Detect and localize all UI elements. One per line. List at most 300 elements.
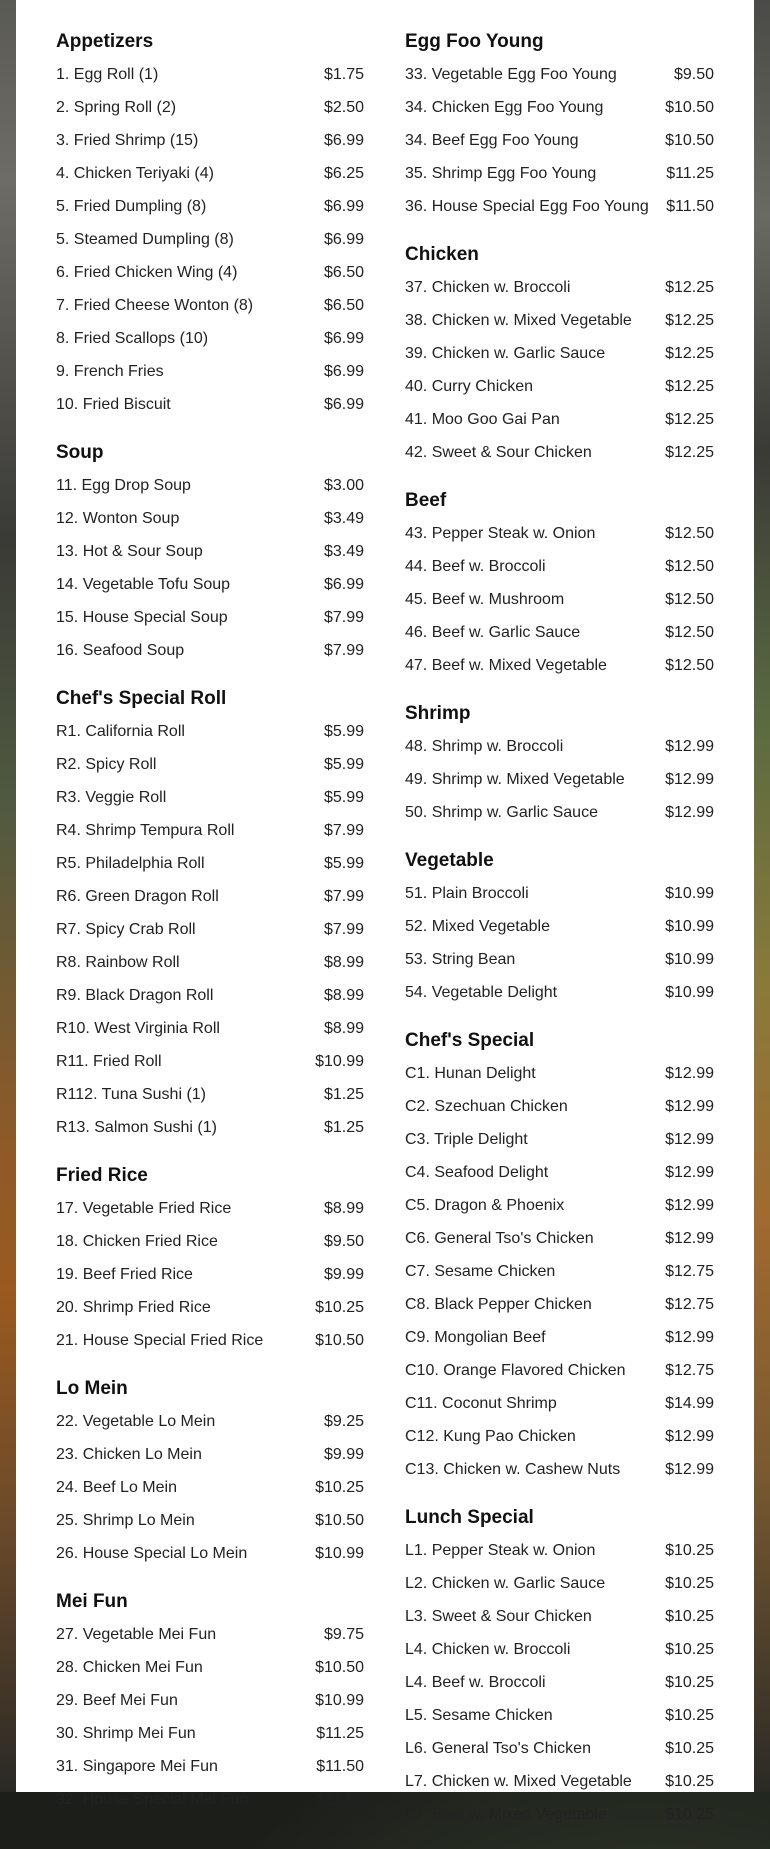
- menu-item-name: L3. Sweet & Sour Chicken: [405, 1607, 592, 1625]
- section-title: Appetizers: [56, 31, 154, 52]
- menu-item-price: $10.99: [315, 1691, 364, 1709]
- menu-item-name: L4. Beef w. Broccoli: [405, 1673, 546, 1691]
- menu-item[interactable]: [56, 568, 364, 601]
- menu-item-name: 8. Fried Scallops (10): [56, 329, 209, 347]
- menu-item[interactable]: [56, 1291, 364, 1324]
- menu-item-price: $5.99: [323, 788, 364, 806]
- menu-item[interactable]: [56, 634, 364, 667]
- menu-item-price: $6.99: [323, 329, 364, 347]
- background-photo-right: [754, 0, 770, 1792]
- menu-item[interactable]: [56, 1225, 364, 1258]
- menu-section: [56, 439, 364, 667]
- menu-item-name: 40. Curry Chicken: [405, 377, 534, 395]
- menu-item-price: $10.99: [315, 1052, 364, 1070]
- menu-item-name: L5. Sesame Chicken: [405, 1706, 553, 1724]
- menu-item-name: 53. String Bean: [405, 950, 516, 968]
- menu-item-name: 17. Vegetable Fried Rice: [56, 1199, 232, 1217]
- menu-item-price: $5.99: [323, 854, 364, 872]
- menu-item-name: 13. Hot & Sour Soup: [56, 542, 203, 560]
- menu-item-price: $1.25: [323, 1118, 364, 1136]
- menu-item-price: $12.25: [665, 377, 714, 395]
- menu-item-name: 43. Pepper Steak w. Onion: [405, 524, 596, 542]
- menu-section: [56, 685, 364, 1144]
- menu-section: [405, 241, 714, 469]
- menu-item[interactable]: [405, 124, 714, 157]
- menu-item[interactable]: [405, 436, 714, 469]
- menu-section: [56, 1375, 364, 1570]
- menu-item[interactable]: [405, 877, 714, 910]
- menu-item[interactable]: [56, 1111, 364, 1144]
- menu-item-price: $12.25: [665, 278, 714, 296]
- menu-item-price: $7.99: [323, 641, 364, 659]
- menu-item-name: 15. House Special Soup: [56, 608, 228, 626]
- menu-item-price: $9.99: [323, 1265, 364, 1283]
- menu-item-name: 36. House Special Egg Foo Young: [405, 197, 649, 215]
- menu-item[interactable]: [56, 847, 364, 880]
- menu-item-name: 33. Vegetable Egg Foo Young: [405, 65, 617, 83]
- menu-item[interactable]: [56, 913, 364, 946]
- menu-item-price: $1.25: [323, 1085, 364, 1103]
- section-title: Egg Foo Young: [405, 31, 544, 52]
- section-title: Vegetable: [405, 850, 494, 871]
- menu-item-price: $14.99: [665, 1394, 714, 1412]
- menu-item-name: 4. Chicken Teriyaki (4): [56, 164, 214, 182]
- menu-item-name: 41. Moo Goo Gai Pan: [405, 410, 560, 428]
- menu-item-name: 21. House Special Fried Rice: [56, 1331, 264, 1349]
- menu-item-name: C10. Orange Flavored Chicken: [405, 1361, 626, 1379]
- menu-item[interactable]: [405, 763, 714, 796]
- section-title: Mei Fun: [56, 1591, 128, 1612]
- section-title: Beef: [405, 490, 447, 511]
- menu-item-name: 25. Shrimp Lo Mein: [56, 1511, 195, 1529]
- menu-item-price: $10.25: [665, 1673, 714, 1691]
- menu-item-price: $8.99: [323, 1019, 364, 1037]
- section-title: Fried Rice: [56, 1165, 148, 1186]
- menu-item-price: $6.99: [323, 395, 364, 413]
- menu-item[interactable]: [56, 1471, 364, 1504]
- menu-item[interactable]: [56, 1405, 364, 1438]
- menu-item-name: 7. Fried Cheese Wonton (8): [56, 296, 254, 314]
- menu-item-name: C7. Sesame Chicken: [405, 1262, 556, 1280]
- menu-item-price: $10.25: [665, 1607, 714, 1625]
- menu-item-price: $8.99: [323, 953, 364, 971]
- menu-item-name: 54. Vegetable Delight: [405, 983, 558, 1001]
- menu-item-name: L6. General Tso's Chicken: [405, 1739, 591, 1757]
- menu-item[interactable]: [405, 1222, 714, 1255]
- menu-item-price: $12.99: [665, 1328, 714, 1346]
- menu-item-name: 46. Beef w. Garlic Sauce: [405, 623, 581, 641]
- menu-item-name: 12. Wonton Soup: [56, 509, 180, 527]
- menu-item[interactable]: [405, 976, 714, 1009]
- menu-item[interactable]: [405, 517, 714, 550]
- menu-item[interactable]: [56, 469, 364, 502]
- menu-item-name: C4. Seafood Delight: [405, 1163, 549, 1181]
- menu-item-price: $11.25: [316, 1724, 364, 1742]
- menu-item[interactable]: [405, 649, 714, 682]
- menu-item-name: 6. Fried Chicken Wing (4): [56, 263, 238, 281]
- menu-item-name: 1. Egg Roll (1): [56, 65, 159, 83]
- menu-item-name: 5. Steamed Dumpling (8): [56, 230, 234, 248]
- menu-item[interactable]: [405, 796, 714, 829]
- menu-item[interactable]: [405, 1633, 714, 1666]
- menu-item[interactable]: [56, 190, 364, 223]
- menu-item-price: $7.99: [323, 887, 364, 905]
- menu-item-name: 24. Beef Lo Mein: [56, 1478, 177, 1496]
- menu-item-name: C5. Dragon & Phoenix: [405, 1196, 565, 1214]
- menu-item-name: 28. Chicken Mei Fun: [56, 1658, 203, 1676]
- menu-item[interactable]: [56, 1783, 364, 1816]
- menu-item-name: 9. French Fries: [56, 362, 164, 380]
- menu-item[interactable]: [56, 91, 364, 124]
- menu-item[interactable]: [56, 748, 364, 781]
- menu-item-name: 32. House Special Mei Fun: [56, 1790, 249, 1808]
- menu-item-price: $7.99: [323, 608, 364, 626]
- menu-item-price: $12.50: [665, 524, 714, 542]
- menu-item[interactable]: [405, 190, 714, 223]
- menu-item-name: 50. Shrimp w. Garlic Sauce: [405, 803, 598, 821]
- menu-item-name: C8. Black Pepper Chicken: [405, 1295, 592, 1313]
- menu-section: [405, 700, 714, 829]
- menu-item[interactable]: [56, 946, 364, 979]
- menu-item[interactable]: [405, 1666, 714, 1699]
- menu-item-name: C12. Kung Pao Chicken: [405, 1427, 576, 1445]
- menu-item-price: $12.75: [665, 1262, 714, 1280]
- menu-item-price: $10.50: [665, 98, 714, 116]
- menu-column-left: [56, 28, 364, 1834]
- menu-item[interactable]: [56, 1192, 364, 1225]
- menu-item[interactable]: [56, 1684, 364, 1717]
- menu-item-name: 42. Sweet & Sour Chicken: [405, 443, 592, 461]
- menu-item-price: $3.49: [323, 542, 364, 560]
- menu-item-price: $10.25: [315, 1298, 364, 1316]
- menu-item[interactable]: [56, 715, 364, 748]
- menu-item-name: C9. Mongolian Beef: [405, 1328, 546, 1346]
- menu-item-price: $12.99: [665, 1229, 714, 1247]
- menu-item[interactable]: [405, 370, 714, 403]
- section-title: Soup: [56, 442, 104, 463]
- menu-item[interactable]: [56, 1537, 364, 1570]
- menu-item[interactable]: [405, 1255, 714, 1288]
- menu-section: [56, 1162, 364, 1357]
- menu-item[interactable]: [56, 124, 364, 157]
- menu-item-price: $12.50: [665, 590, 714, 608]
- menu-item[interactable]: [56, 601, 364, 634]
- menu-item[interactable]: [405, 616, 714, 649]
- menu-item[interactable]: [405, 1765, 714, 1798]
- menu-item-name: C3. Triple Delight: [405, 1130, 528, 1148]
- menu-item-name: 49. Shrimp w. Mixed Vegetable: [405, 770, 625, 788]
- menu-item-price: $3.00: [323, 476, 364, 494]
- menu-item-name: 44. Beef w. Broccoli: [405, 557, 546, 575]
- menu-item-price: $6.50: [323, 263, 364, 281]
- menu-item-name: C11. Coconut Shrimp: [405, 1394, 557, 1412]
- menu-item[interactable]: [405, 337, 714, 370]
- menu-card: [16, 0, 754, 1823]
- menu-item-price: $12.99: [665, 1097, 714, 1115]
- menu-item[interactable]: [405, 1321, 714, 1354]
- menu-item-price: $2.50: [323, 98, 364, 116]
- menu-item-price: $9.50: [323, 1232, 364, 1250]
- menu-item-name: C13. Chicken w. Cashew Nuts: [405, 1460, 621, 1478]
- menu-item[interactable]: [405, 304, 714, 337]
- menu-item-price: $10.25: [665, 1706, 714, 1724]
- menu-item-price: $11.25: [666, 164, 714, 182]
- menu-item-price: $10.25: [665, 1772, 714, 1790]
- menu-item[interactable]: [56, 979, 364, 1012]
- menu-item-price: $12.99: [665, 1460, 714, 1478]
- menu-item-name: 2. Spring Roll (2): [56, 98, 177, 116]
- menu-item[interactable]: [405, 583, 714, 616]
- menu-item[interactable]: [56, 502, 364, 535]
- menu-item-name: 34. Chicken Egg Foo Young: [405, 98, 604, 116]
- menu-section: [405, 1504, 714, 1831]
- menu-item-price: $8.99: [323, 986, 364, 1004]
- menu-item[interactable]: [56, 880, 364, 913]
- menu-item-price: $12.99: [665, 1130, 714, 1148]
- menu-item[interactable]: [405, 157, 714, 190]
- menu-item-name: 11. Egg Drop Soup: [56, 476, 191, 494]
- menu-item-price: $12.75: [665, 1361, 714, 1379]
- menu-item[interactable]: [56, 1012, 364, 1045]
- menu-item-price: $10.50: [315, 1331, 364, 1349]
- menu-item-name: 31. Singapore Mei Fun: [56, 1757, 218, 1775]
- section-title: Chicken: [405, 244, 479, 265]
- menu-item[interactable]: [405, 1732, 714, 1765]
- menu-item-price: $6.99: [323, 362, 364, 380]
- menu-item-name: 45. Beef w. Mushroom: [405, 590, 565, 608]
- menu-item-price: $10.50: [315, 1511, 364, 1529]
- menu-section: [405, 847, 714, 1009]
- menu-item[interactable]: [405, 1600, 714, 1633]
- menu-item-name: R4. Shrimp Tempura Roll: [56, 821, 235, 839]
- menu-item[interactable]: [56, 256, 364, 289]
- menu-item-price: $12.99: [665, 770, 714, 788]
- menu-item[interactable]: [405, 1534, 714, 1567]
- menu-section: [405, 487, 714, 682]
- menu-item-name: R9. Black Dragon Roll: [56, 986, 214, 1004]
- menu-item-name: R2. Spicy Roll: [56, 755, 157, 773]
- menu-item-price: $12.25: [665, 311, 714, 329]
- menu-item[interactable]: [56, 1717, 364, 1750]
- menu-section: [56, 28, 364, 421]
- menu-item-price: $5.99: [323, 755, 364, 773]
- menu-item-price: $10.25: [665, 1739, 714, 1757]
- menu-item-price: $10.99: [665, 983, 714, 1001]
- menu-item-price: $10.25: [665, 1541, 714, 1559]
- menu-item[interactable]: [56, 535, 364, 568]
- menu-item-price: $6.25: [323, 164, 364, 182]
- menu-item-price: $12.25: [665, 443, 714, 461]
- menu-item[interactable]: [56, 388, 364, 421]
- menu-item[interactable]: [56, 289, 364, 322]
- menu-item[interactable]: [405, 550, 714, 583]
- menu-item[interactable]: [56, 1045, 364, 1078]
- menu-item-price: $11.50: [316, 1757, 364, 1775]
- menu-item-name: R112. Tuna Sushi (1): [56, 1085, 207, 1103]
- menu-item-name: 29. Beef Mei Fun: [56, 1691, 178, 1709]
- menu-item-price: $10.99: [665, 950, 714, 968]
- menu-item-name: 52. Mixed Vegetable: [405, 917, 550, 935]
- menu-item-name: L7. Beef w. Mixed Vegetable: [405, 1805, 607, 1823]
- menu-item-name: 35. Shrimp Egg Foo Young: [405, 164, 597, 182]
- menu-item-name: C1. Hunan Delight: [405, 1064, 536, 1082]
- menu-item-price: $10.25: [315, 1478, 364, 1496]
- menu-section: [405, 28, 714, 223]
- menu-item-name: R1. California Roll: [56, 722, 185, 740]
- menu-item[interactable]: [405, 1420, 714, 1453]
- menu-item-name: 14. Vegetable Tofu Soup: [56, 575, 231, 593]
- menu-item[interactable]: [405, 271, 714, 304]
- menu-item-name: R11. Fried Roll: [56, 1052, 162, 1070]
- menu-item-price: $12.75: [665, 1295, 714, 1313]
- menu-item-price: $12.99: [665, 737, 714, 755]
- menu-item-price: $12.99: [665, 803, 714, 821]
- menu-item-name: C2. Szechuan Chicken: [405, 1097, 568, 1115]
- menu-item[interactable]: [405, 403, 714, 436]
- menu-item-price: $6.99: [323, 131, 364, 149]
- menu-item[interactable]: [56, 157, 364, 190]
- menu-item[interactable]: [56, 1651, 364, 1684]
- menu-item-price: $10.99: [665, 884, 714, 902]
- menu-item-price: $11.50: [666, 197, 714, 215]
- menu-item-name: L1. Pepper Steak w. Onion: [405, 1541, 596, 1559]
- section-title: Chef's Special Roll: [56, 688, 227, 709]
- menu-item-price: $12.25: [665, 344, 714, 362]
- menu-item-name: 30. Shrimp Mei Fun: [56, 1724, 196, 1742]
- menu-item-name: 38. Chicken w. Mixed Vegetable: [405, 311, 632, 329]
- menu-item-price: $12.50: [665, 656, 714, 674]
- menu-item[interactable]: [56, 355, 364, 388]
- menu-item-price: $12.99: [665, 1196, 714, 1214]
- menu-item-name: 37. Chicken w. Broccoli: [405, 278, 571, 296]
- menu-item[interactable]: [56, 1078, 364, 1111]
- menu-item-price: $5.99: [323, 722, 364, 740]
- menu-item-name: 3. Fried Shrimp (15): [56, 131, 199, 149]
- menu-item-price: $6.99: [323, 575, 364, 593]
- menu-item-name: 18. Chicken Fried Rice: [56, 1232, 218, 1250]
- menu-item-price: $12.50: [665, 557, 714, 575]
- menu-item-price: $9.75: [323, 1625, 364, 1643]
- menu-item-price: $10.50: [315, 1658, 364, 1676]
- section-title: Chef's Special: [405, 1030, 535, 1051]
- menu-column-right: [405, 28, 714, 1849]
- menu-item[interactable]: [405, 910, 714, 943]
- menu-item[interactable]: [405, 1189, 714, 1222]
- menu-item[interactable]: [405, 1567, 714, 1600]
- menu-item[interactable]: [405, 1798, 714, 1831]
- menu-item-name: R8. Rainbow Roll: [56, 953, 180, 971]
- menu-item[interactable]: [405, 1156, 714, 1189]
- menu-item[interactable]: [56, 1750, 364, 1783]
- menu-item[interactable]: [56, 781, 364, 814]
- menu-item[interactable]: [405, 1699, 714, 1732]
- menu-item-price: $12.99: [665, 1427, 714, 1445]
- menu-item-price: $12.99: [665, 1064, 714, 1082]
- menu-item[interactable]: [405, 1387, 714, 1420]
- menu-item-price: $10.25: [665, 1574, 714, 1592]
- menu-item-name: R6. Green Dragon Roll: [56, 887, 219, 905]
- menu-item-price: $12.25: [665, 410, 714, 428]
- menu-item-name: 51. Plain Broccoli: [405, 884, 529, 902]
- menu-item-price: $10.25: [665, 1805, 714, 1823]
- menu-item-price: $9.25: [323, 1412, 364, 1430]
- menu-section: [405, 1027, 714, 1486]
- menu-item-price: $9.50: [673, 65, 714, 83]
- menu-item[interactable]: [56, 1324, 364, 1357]
- background-photo-left: [0, 0, 16, 1792]
- menu-item[interactable]: [56, 1504, 364, 1537]
- menu-item-name: 23. Chicken Lo Mein: [56, 1445, 202, 1463]
- menu-item-price: $8.99: [323, 1199, 364, 1217]
- menu-item-name: C6. General Tso's Chicken: [405, 1229, 594, 1247]
- menu-item-name: R13. Salmon Sushi (1): [56, 1118, 217, 1136]
- menu-item-name: 47. Beef w. Mixed Vegetable: [405, 656, 607, 674]
- menu-item-name: 26. House Special Lo Mein: [56, 1544, 248, 1562]
- menu-item-price: $6.99: [323, 230, 364, 248]
- menu-item[interactable]: [56, 1618, 364, 1651]
- menu-item-price: $7.99: [323, 821, 364, 839]
- menu-item[interactable]: [56, 1438, 364, 1471]
- menu-item-price: $10.25: [665, 1640, 714, 1658]
- section-title: Shrimp: [405, 703, 471, 724]
- menu-item-price: $12.50: [665, 623, 714, 641]
- menu-item-name: 16. Seafood Soup: [56, 641, 185, 659]
- menu-item-price: $11.50: [316, 1790, 364, 1808]
- menu-item-name: 39. Chicken w. Garlic Sauce: [405, 344, 606, 362]
- menu-item-price: $10.99: [665, 917, 714, 935]
- menu-item[interactable]: [56, 58, 364, 91]
- menu-item[interactable]: [405, 1354, 714, 1387]
- menu-item[interactable]: [56, 322, 364, 355]
- menu-item[interactable]: [405, 1123, 714, 1156]
- menu-item[interactable]: [405, 58, 714, 91]
- menu-item[interactable]: [405, 1057, 714, 1090]
- menu-item[interactable]: [405, 91, 714, 124]
- menu-item-name: 19. Beef Fried Rice: [56, 1265, 193, 1283]
- menu-item-price: $1.75: [323, 65, 364, 83]
- menu-item[interactable]: [405, 1288, 714, 1321]
- menu-section: [56, 1588, 364, 1816]
- menu-item-name: L4. Chicken w. Broccoli: [405, 1640, 571, 1658]
- menu-item-name: R5. Philadelphia Roll: [56, 854, 205, 872]
- menu-item-name: R10. West Virginia Roll: [56, 1019, 220, 1037]
- menu-item[interactable]: [56, 814, 364, 847]
- menu-item-name: L7. Chicken w. Mixed Vegetable: [405, 1772, 632, 1790]
- menu-item[interactable]: [405, 1453, 714, 1486]
- menu-item-name: 22. Vegetable Lo Mein: [56, 1412, 216, 1430]
- menu-item[interactable]: [405, 943, 714, 976]
- menu-item-price: $6.99: [323, 197, 364, 215]
- menu-item-name: 10. Fried Biscuit: [56, 395, 171, 413]
- menu-item-name: 34. Beef Egg Foo Young: [405, 131, 579, 149]
- menu-item-price: $10.50: [665, 131, 714, 149]
- menu-item-name: R3. Veggie Roll: [56, 788, 167, 806]
- menu-item[interactable]: [405, 1090, 714, 1123]
- menu-item[interactable]: [56, 1258, 364, 1291]
- menu-item-price: $10.99: [315, 1544, 364, 1562]
- menu-item-name: R7. Spicy Crab Roll: [56, 920, 196, 938]
- menu-item[interactable]: [56, 223, 364, 256]
- menu-item-price: $3.49: [323, 509, 364, 527]
- menu-item[interactable]: [405, 730, 714, 763]
- menu-item-name: 20. Shrimp Fried Rice: [56, 1298, 211, 1316]
- menu-item-price: $9.99: [323, 1445, 364, 1463]
- menu-item-name: 5. Fried Dumpling (8): [56, 197, 207, 215]
- menu-item-name: 27. Vegetable Mei Fun: [56, 1625, 217, 1643]
- section-title: Lunch Special: [405, 1507, 534, 1528]
- menu-item-name: L2. Chicken w. Garlic Sauce: [405, 1574, 606, 1592]
- menu-item-name: 48. Shrimp w. Broccoli: [405, 737, 564, 755]
